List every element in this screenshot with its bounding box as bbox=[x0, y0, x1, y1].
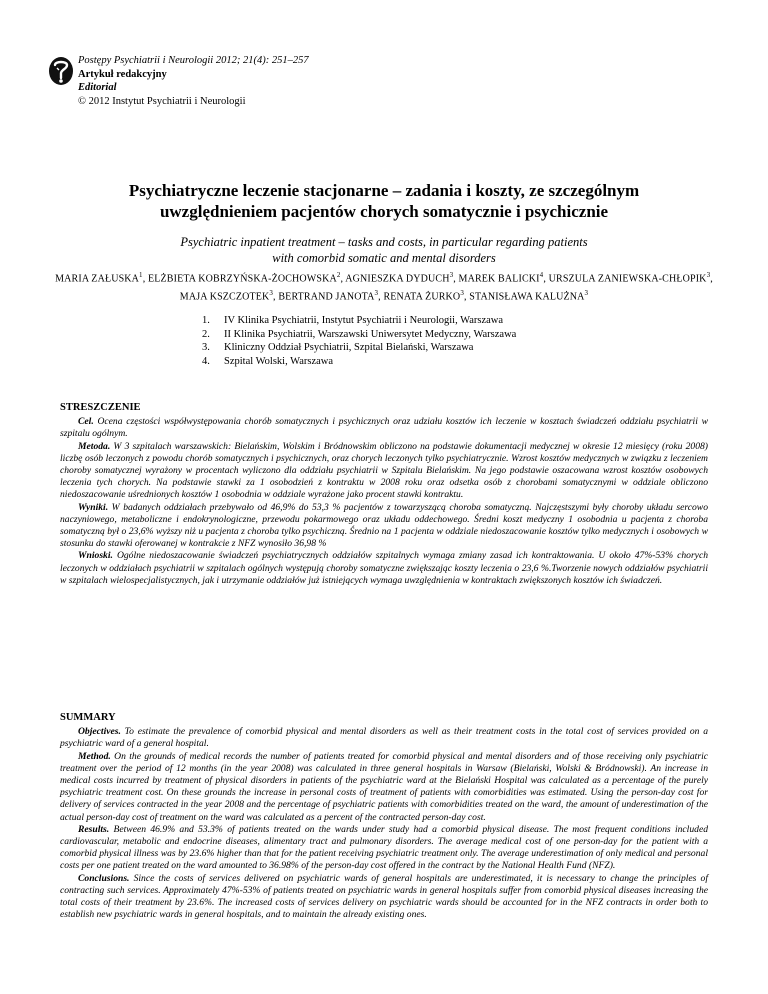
author-affiliation-marker: 1 bbox=[139, 271, 143, 279]
affiliation-item bbox=[202, 328, 516, 342]
article-type-en: Editorial bbox=[78, 82, 117, 93]
author-affiliation-marker: 3 bbox=[460, 289, 464, 298]
paragraph-label: Conclusions. bbox=[78, 872, 130, 884]
abstract-paragraph bbox=[60, 824, 708, 873]
affiliation-text: Kliniczny Oddział Psychiatrii, Szpital Bielański, Warszawa bbox=[224, 342, 474, 353]
paragraph-text: Since the costs of services delivered on psychiatric wards of general hospitals are underestimated, it is necessary to change the principles of contracting such services. Approximately 47%-53% of patients treated on psychiatric wards in general hospitals suffer from comorbid physical diseases increasing the total costs of their treatment by 23.6%. The increased costs of services delivery on psychiatric wards should be accounted for in the NFZ contracts in order both to establish new psychiatric wards in general hospitals, and to maintain the already existing ones. bbox=[60, 872, 708, 921]
author-name: URSZULA ZANIEWSKA-CHŁOPIK bbox=[548, 273, 707, 285]
institute-logo-icon bbox=[48, 56, 74, 86]
article-subtitle bbox=[60, 234, 708, 266]
subtitle-line: Psychiatric inpatient treatment – tasks and costs, in particular regarding patients bbox=[180, 235, 588, 249]
abstract-paragraph bbox=[60, 873, 708, 922]
affiliation-item bbox=[202, 314, 516, 328]
affiliation-text: II Klinika Psychiatrii, Warszawski Uniwersytet Medyczny, Warszawa bbox=[224, 328, 517, 340]
subtitle-line: with comorbid somatic and mental disorders bbox=[272, 251, 496, 265]
abstract-paragraph bbox=[60, 726, 708, 750]
paragraph-text: W 3 szpitalach warszawskich: Bielańskim, Wolskim i Bródnowskim obliczono na podstawie dokumentacji medycznej w okresie 12 miesięcy (roku 2008) liczbę osób leczonych z powodu chorób somatycznych i psychicznych, oraz chorych leczonych tylko psychiatrycznie. Wzrost kosztów medycznych w związku z leczeniem choroby somatycznej wyrażony w procentach wyliczono dla oddziału psychiatrii w Szpitalu Bielańskim. Na jego podstawie oszacowana wzrost kosztów osobowych leczenia tych chorych. Na podstawie stawki za 1 osobodzień z kontraktu w 2008 roku oraz odsetka osób z chorobami somatycznymi w oddziale obliczono niedoszacowanie uśrednionych kosztów 1 osobodnia w oddziale wyrażone jako procent stawki kontraktu. bbox=[60, 440, 708, 501]
paragraph-label: Wnioski. bbox=[78, 550, 113, 562]
abstract-paragraph bbox=[60, 751, 708, 824]
affiliation-item bbox=[202, 355, 516, 369]
paragraph-text: Between 46.9% and 53.3% of patients treated on the wards under study had a comorbid physical disease. The most frequent conditions included cardiovascular, metabolic and endocrine diseases, alimentary tract and pulmonary disorders. The average medical cost of one person-day for the patient with a comorbid physical illness was by 23.6% higher than that for the patient receiving psychiatric treatment only. The average underestimation of only medical and personal costs per one patient treated on the ward amounted to 36.98% of the person-day cost offered in the contract by the National Health Fund (NFZ). bbox=[60, 823, 708, 872]
title-line: Psychiatryczne leczenie stacjonarne – zadania i koszty, ze szczególnym bbox=[128, 181, 640, 200]
copyright: © 2012 Instytut Psychiatrii i Neurologii bbox=[78, 95, 246, 107]
author-affiliation-marker: 3 bbox=[374, 289, 379, 298]
author-name: ELŻBIETA KOBRZYŃSKA-ŻOCHOWSKA bbox=[148, 273, 337, 285]
abstract-en bbox=[60, 712, 708, 921]
affiliation-text: IV Klinika Psychiatrii, Instytut Psychiatrii i Neurologii, Warszawa bbox=[224, 315, 504, 326]
affiliation-number: 1. bbox=[202, 315, 210, 326]
abstract-paragraph bbox=[60, 416, 708, 440]
author-affiliation-marker: 3 bbox=[269, 289, 274, 298]
author-name: STANISŁAWA KALUŻNA bbox=[469, 291, 585, 303]
paragraph-label: Method. bbox=[78, 750, 111, 762]
author-name: MAJA KSZCZOTEK bbox=[179, 291, 270, 303]
author-name: RENATA ŻURKO bbox=[383, 291, 461, 303]
paragraph-label: Metoda. bbox=[78, 440, 111, 452]
affiliation-number: 2. bbox=[202, 328, 210, 340]
paragraph-text: On the grounds of medical records the number of patients treated for comorbid physical and mental disorders and of those receiving only psychiatric treatment over the period of 12 months (in the year 2008) was calculated in three general hospitals in Warsaw (Bielański, Wolski & Bródnowski). An increase in medical costs incurred by treatment of physical disorders in patients of the psychiatric ward at the Bielański Hospital was calculated as a percentage of the purely psychiatric treatment cost. On these grounds the increase in personal costs of treatment of patients with comorbidities was estimated. Using the person-day cost for delivery of services contracted in the year 2008 and the percentage of psychiatric patients with comorbidities treated on the ward, the amount of underestimation of the actual person-day cost of treatment on the ward was calculated as a percent of the contracted person-day cost. bbox=[60, 750, 708, 823]
journal-citation: Postępy Psychiatrii i Neurologii 2012; 21(4): 251–257 bbox=[78, 55, 309, 66]
affiliation-list bbox=[202, 314, 516, 368]
abstract-paragraph bbox=[60, 550, 708, 587]
affiliation-text: Szpital Wolski, Warszawa bbox=[224, 355, 334, 367]
author-name: BERTRAND JANOTA bbox=[278, 291, 375, 303]
paragraph-text: W badanych oddziałach przebywało od 46,9% do 53,3 % pacjentów z towarzyszącą choroba somatyczną. Najczęstszymi były choroby układu sercowo naczyniowego, metaboliczne i endokrynologiczne, przewodu pokarmowego oraz układu oddechowego. Średni koszt medyczny 1 osobodnia u pacjenta z choroba somatyczną był o 23,6% wyższy niż u pacjenta z choroba tylko psychiczną. Średnio na 1 pacjenta w oddziale niedoszacowanie kosztów tylko medycznych i osobowych w stosunku do stawki oferowanej w kontrakcie z NFZ wynosiło 36,98 % bbox=[60, 501, 708, 550]
abstract-paragraph bbox=[60, 441, 708, 502]
article-title bbox=[60, 180, 708, 222]
paragraph-text: Ocena częstości współwystępowania chorób somatycznych i psychicznych oraz udziału kosztów ich leczenie w kosztach świadczeń oddziału psychiatrii w szpitalu ogólnym. bbox=[60, 416, 708, 440]
affiliation-number: 3. bbox=[202, 342, 210, 353]
author-affiliation-marker: 2 bbox=[336, 271, 341, 279]
author-affiliation-marker: 3 bbox=[706, 271, 711, 279]
author-name: MAREK BALICKI bbox=[458, 273, 540, 285]
section-heading: SUMMARY bbox=[60, 712, 116, 723]
author-affiliation-marker: 4 bbox=[539, 271, 544, 279]
paragraph-label: Cel. bbox=[78, 416, 94, 428]
paragraph-label: Wyniki. bbox=[78, 501, 109, 513]
abstract-paragraph bbox=[60, 502, 708, 551]
affiliation-item bbox=[202, 341, 516, 355]
section-heading: STRESZCZENIE bbox=[60, 402, 141, 413]
paragraph-text: Ogólne niedoszacowanie świadczeń psychiatrycznych oddziałów szpitalnych wymaga zmiany zasad ich kontraktowania. U około 47%-53% chorych leczonych w oddziałach psychiatrii w szpitalach ogólnych występują choroby somatyczne zwiększając koszty leczenia o 23,6 %.Tworzenie nowych oddziałów psychiatrii w szpitalach wielospecjalistycznych, jak i utrzymanie oddziałów już istniejących wymaga uwzględnienia w kontraktach zwiększonych kosztów ich świadczeń. bbox=[60, 550, 708, 586]
paragraph-text: To estimate the prevalence of comorbid physical and mental disorders as well as their treatment costs in the total cost of services provided on a psychiatric ward of a general hospital. bbox=[60, 726, 708, 750]
author-affiliation-marker: 3 bbox=[584, 289, 589, 298]
paragraph-label: Results. bbox=[78, 823, 110, 835]
affiliation-number: 4. bbox=[202, 355, 210, 367]
journal-header bbox=[78, 54, 309, 108]
title-line: uwzględnieniem pacjentów chorych somatycznie i psychicznie bbox=[159, 202, 609, 221]
author-list: MARIA ZAŁUSKA$^1$, ELŻBIETA KOBRZYŃSKA-ŻOCHOWSKA$^2$, AGNIESZKA DYDUCH$^3$, MAREK BALICKI$^4$, URSZULA ZANIEWSKA-CHŁOPIK$^3$, MAJA KSZCZOTEK$^3$, BERTRAND JANOTA$^3$, RENATA ŻURKO$^3$, STANISŁAWA KALUŻNA$^3$ bbox=[55, 271, 713, 303]
author-name: AGNIESZKA DYDUCH bbox=[345, 273, 450, 285]
author-affiliation-marker: 3 bbox=[449, 271, 454, 279]
author-name: MARIA ZAŁUSKA bbox=[55, 273, 140, 285]
abstract-pl bbox=[60, 402, 708, 587]
article-type-pl: Artykuł redakcyjny bbox=[78, 68, 167, 80]
paragraph-label: Objectives. bbox=[78, 726, 121, 738]
